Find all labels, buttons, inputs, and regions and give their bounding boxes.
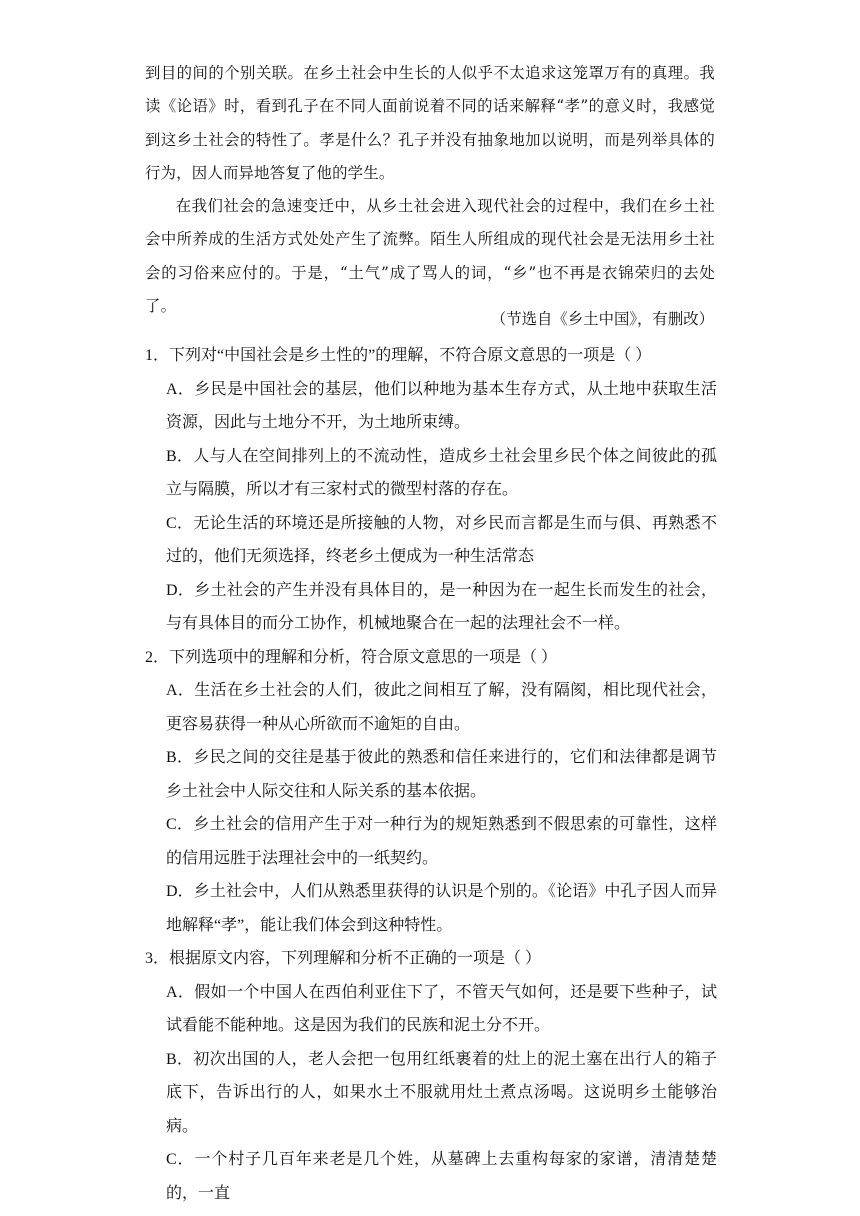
option-c: C．一个村子几百年来老是几个姓，从墓碑上去重构每家的家谱，清清楚楚的，一直 <box>166 1151 717 1202</box>
passage-source: （节选自《乡土中国》，有删改） <box>490 310 714 328</box>
option-a: A．生活在乡土社会的人们，彼此之间相互了解，没有隔阂，相比现代社会，更容易获得一种从心所欲而不逾矩的自由。 <box>166 682 717 733</box>
question-stem: 1．下列对“中国社会是乡土性的”的理解，不符合原文意思的一项是（ ） <box>145 347 652 364</box>
question-stem: 3．根据原文内容，下列理解和分析不正确的一项是（ ） <box>145 950 542 967</box>
option-c: C．乡土社会的信用产生于对一种行为的规矩熟悉到不假思索的可靠性，这样的信用远胜于法理社会中的一纸契约。 <box>166 816 717 867</box>
option-c: C．无论生活的环境还是所接触的人物，对乡民而言都是生而与俱、再熟悉不过的，他们无须选择，终老乡土便成为一种生活常态 <box>166 514 717 565</box>
option-a: A．乡民是中国社会的基层，他们以种地为基本生存方式，从土地中获取生活资源，因此与土地分不开，为土地所束缚。 <box>166 380 717 431</box>
option-d: D．乡土社会的产生并没有具体目的，是一种因为在一起生长而发生的社会，与有具体目的而分工协作，机械地聚合在一起的法理社会不一样。 <box>166 581 717 632</box>
passage <box>145 57 715 323</box>
question-3 <box>145 942 717 1210</box>
question-1 <box>145 339 717 641</box>
option-b: B．人与人在空间排列上的不流动性，造成乡土社会里乡民个体之间彼此的孤立与隔膜，所以才有三家村式的微型村落的存在。 <box>166 447 717 498</box>
question-2 <box>145 641 717 943</box>
option-b: B．乡民之间的交往是基于彼此的熟悉和信任来进行的，它们和法律都是调节乡土社会中人际交往和人际关系的基本依据。 <box>166 749 717 800</box>
passage-paragraph-1: 到目的间的个别关联。在乡土社会中生长的人似乎不太追求这笼罩万有的真理。我读《论语》时，看到孔子在不同人面前说着不同的话来解释“孝”的意义时，我感觉到这乡土社会的特性了。孝是什么？孔子并没有抽象地加以说明，而是列举具体的行为，因人而异地答复了他的学生。 <box>145 64 715 182</box>
question-list <box>145 339 717 1210</box>
option-a: A．假如一个中国人在西伯利亚住下了，不管天气如何，还是要下些种子，试试看能不能种地。这是因为我们的民族和泥土分不开。 <box>166 983 717 1034</box>
question-stem: 2．下列选项中的理解和分析，符合原文意思的一项是（ ） <box>145 648 558 666</box>
option-b: B．初次出国的人，老人会把一包用红纸裹着的灶上的泥土塞在出行人的箱子底下，告诉出行的人，如果水土不服就用灶土煮点汤喝。这说明乡土能够治病。 <box>166 1050 717 1135</box>
option-d: D．乡土社会中，人们从熟悉里获得的认识是个别的。《论语》中孔子因人而异地解释“孝”，能让我们体会到这种特性。 <box>166 883 717 934</box>
passage-paragraph-2: 在我们社会的急速变迁中，从乡土社会进入现代社会的过程中，我们在乡土社会中所养成的生活方式处处产生了流弊。陌生人所组成的现代社会是无法用乡土社会的习俗来应付的。于是，“土气”成了骂人的词，“乡”也不再是衣锦荣归的去处了。 <box>145 197 715 316</box>
